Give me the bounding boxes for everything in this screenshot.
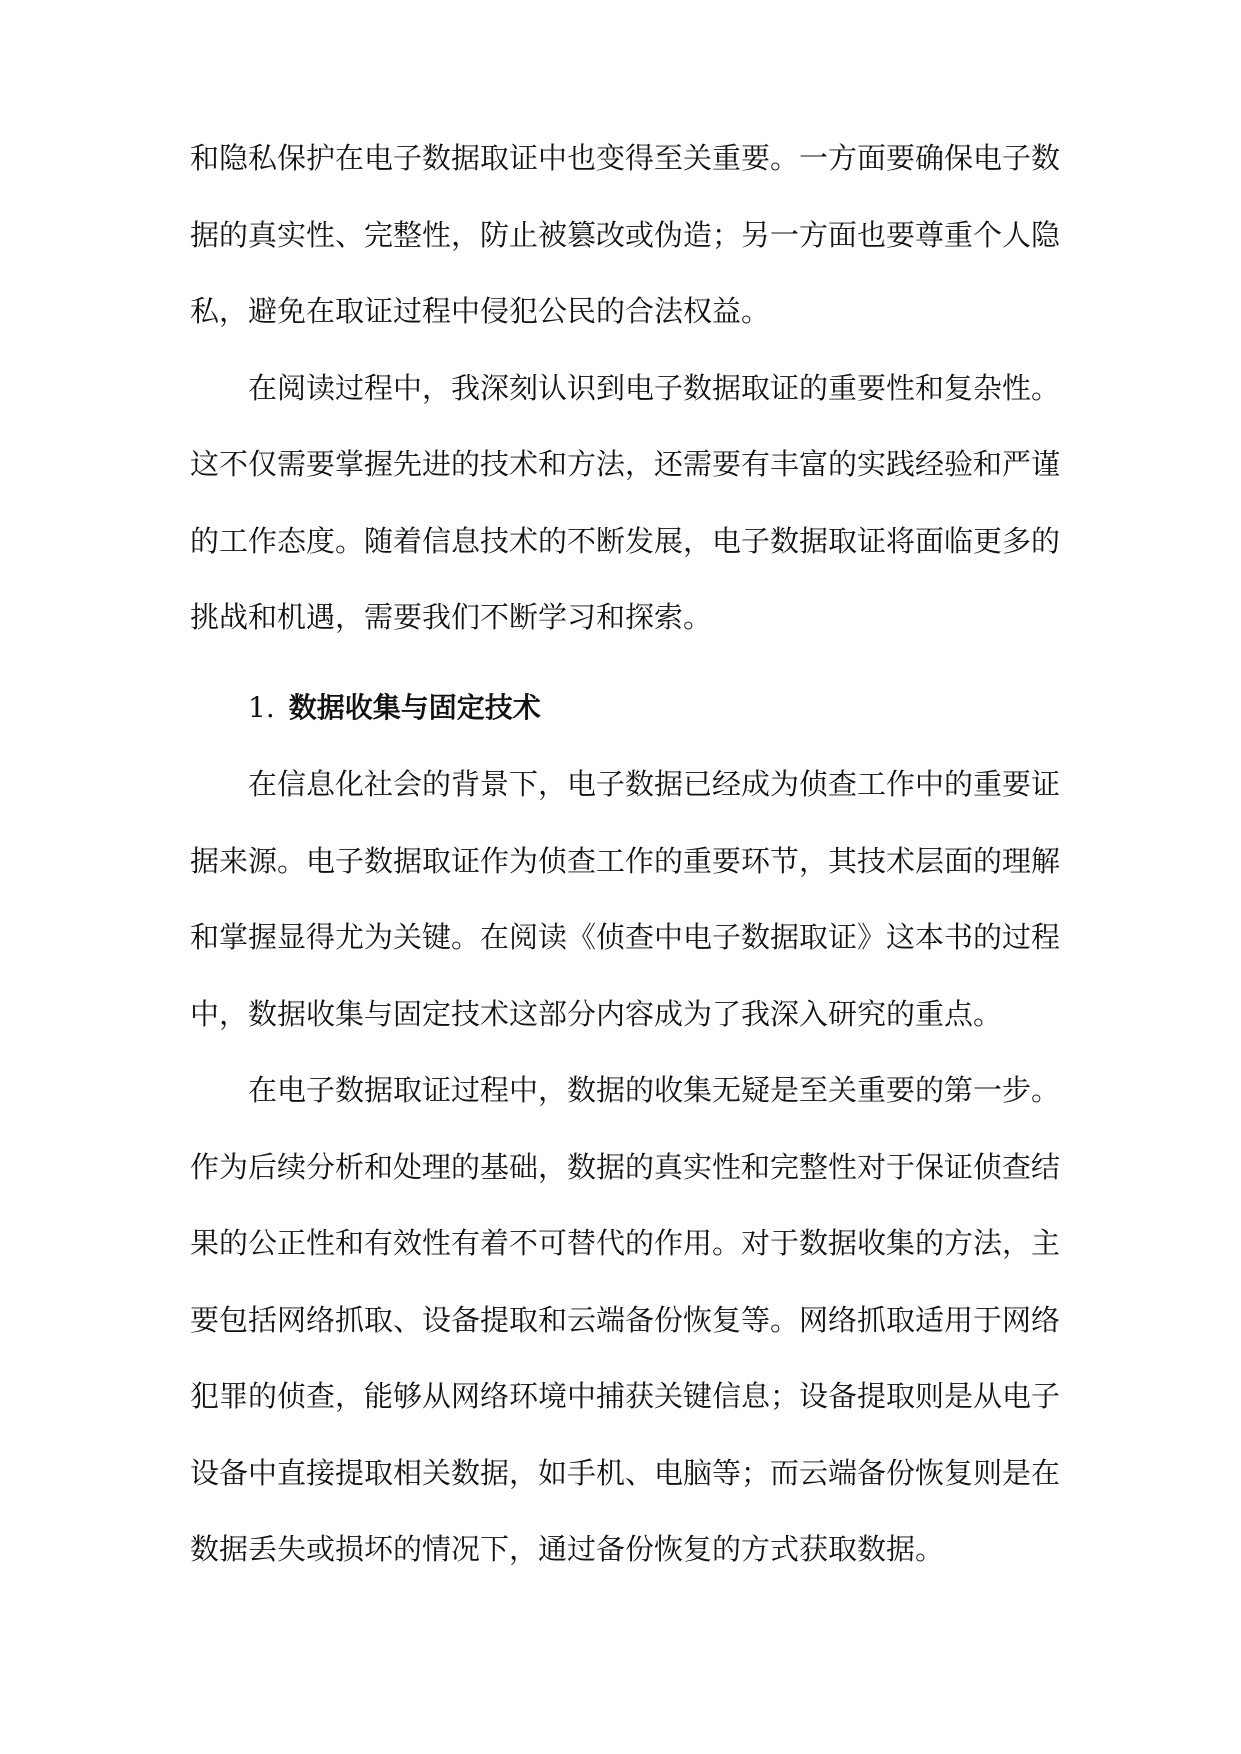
text-line: 在信息化社会的背景下，电子数据已经成为侦查工作中的重要证 bbox=[248, 767, 1061, 801]
paragraph-data-collection bbox=[190, 1052, 1061, 1588]
text-line: 要包括网络抓取、设备提取和云端备份恢复等。网络抓取适用于网络 bbox=[190, 1302, 1061, 1337]
paragraph-background bbox=[190, 746, 1061, 1052]
text-line: 设备中直接提取相关数据，如手机、电脑等；而云端备份恢复则是在 bbox=[190, 1455, 1061, 1490]
text-line: 据来源。电子数据取证作为侦查工作的重要环节，其技术层面的理解 bbox=[190, 843, 1061, 878]
text-line: 私，避免在取证过程中侵犯公民的合法权益。 bbox=[190, 294, 771, 328]
document-page bbox=[190, 120, 1061, 1588]
text-line: 果的公正性和有效性有着不可替代的作用。对于数据收集的方法，主 bbox=[190, 1226, 1061, 1260]
section-number: 1. bbox=[248, 690, 275, 724]
text-line: 的工作态度。随着信息技术的不断发展，电子数据取证将面临更多的 bbox=[190, 523, 1061, 558]
text-line: 和隐私保护在电子数据取证中也变得至关重要。一方面要确保电子数 bbox=[190, 141, 1061, 175]
text-line: 挑战和机遇，需要我们不断学习和探索。 bbox=[190, 600, 713, 634]
text-line: 作为后续分析和处理的基础，数据的真实性和完整性对于保证侦查结 bbox=[190, 1149, 1061, 1184]
text-line: 据的真实性、完整性，防止被篡改或伪造；另一方面也要尊重个人隐 bbox=[190, 217, 1061, 252]
text-line: 犯罪的侦查，能够从网络环境中捕获关键信息；设备提取则是从电子 bbox=[190, 1379, 1061, 1413]
text-line: 这不仅需要掌握先进的技术和方法，还需要有丰富的实践经验和严谨 bbox=[190, 447, 1061, 481]
text-line: 数据丢失或损坏的情况下，通过备份恢复的方式获取数据。 bbox=[190, 1532, 945, 1566]
text-line: 中，数据收集与固定技术这部分内容成为了我深入研究的重点。 bbox=[190, 996, 1003, 1031]
text-line: 和掌握显得尤为关键。在阅读《侦查中电子数据取证》这本书的过程 bbox=[190, 920, 1061, 954]
paragraph-reading-reflection bbox=[190, 350, 1061, 656]
text-line: 在阅读过程中，我深刻认识到电子数据取证的重要性和复杂性。 bbox=[248, 370, 1061, 405]
paragraph-privacy bbox=[190, 120, 1061, 350]
section-title: 数据收集与固定技术 bbox=[288, 690, 541, 724]
section-heading bbox=[190, 670, 1052, 747]
text-line: 在电子数据取证过程中，数据的收集无疑是至关重要的第一步。 bbox=[248, 1073, 1061, 1107]
